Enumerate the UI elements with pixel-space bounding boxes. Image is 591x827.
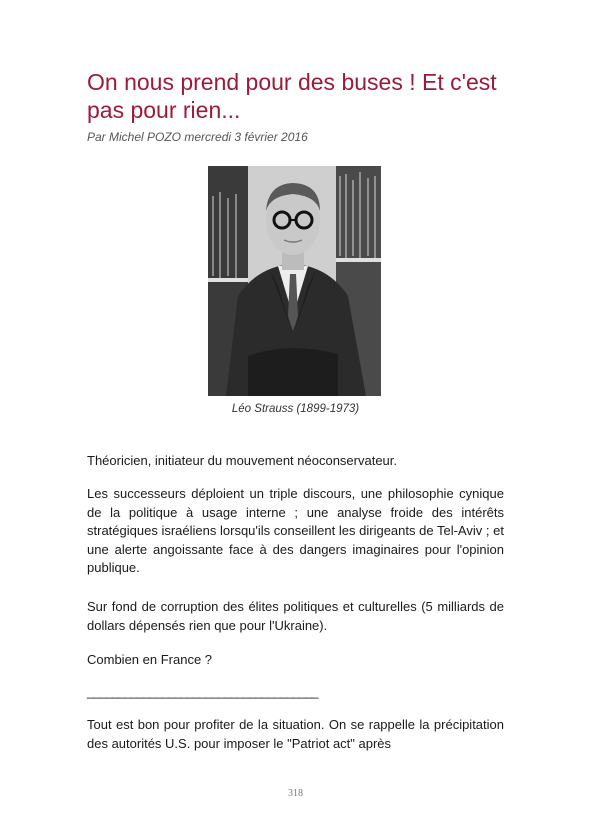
paragraph-4: Combien en France ? (87, 652, 213, 667)
article-title: On nous prend pour des buses ! Et c'est pas pour rien... (87, 69, 497, 123)
paragraph-5: Tout est bon pour profiter de la situation. On se rappelle la précipitation des autorités U.S. pour imposer le "Patriot act" après (87, 717, 504, 751)
separator-line: _____________________________________ (87, 684, 318, 699)
page-number: 318 (288, 788, 303, 799)
article-byline: Par Michel POZO mercredi 3 février 2016 (87, 130, 308, 144)
photo-caption: Léo Strauss (1899-1973) (231, 403, 360, 415)
paragraph-2: Les successeurs déploient un triple discours, une philosophie cynique de la politique à usage interne ; une analyse froide des intérêts stratégiques israéliens lorsqu'ils conseillent les dirigeants de Tel-Aviv ; et une alerte angoissante face à des dangers imaginaires pour l'opinion publique. (87, 486, 504, 575)
paragraph-1: Théoricien, initiateur du mouvement néoconservateur. (87, 453, 398, 468)
paragraph-3: Sur fond de corruption des élites politiques et culturelles (5 milliards de dollars dépensés rien que pour l'Ukraine). (87, 599, 504, 633)
portrait-illustration (208, 166, 381, 396)
portrait-photo (208, 166, 381, 396)
